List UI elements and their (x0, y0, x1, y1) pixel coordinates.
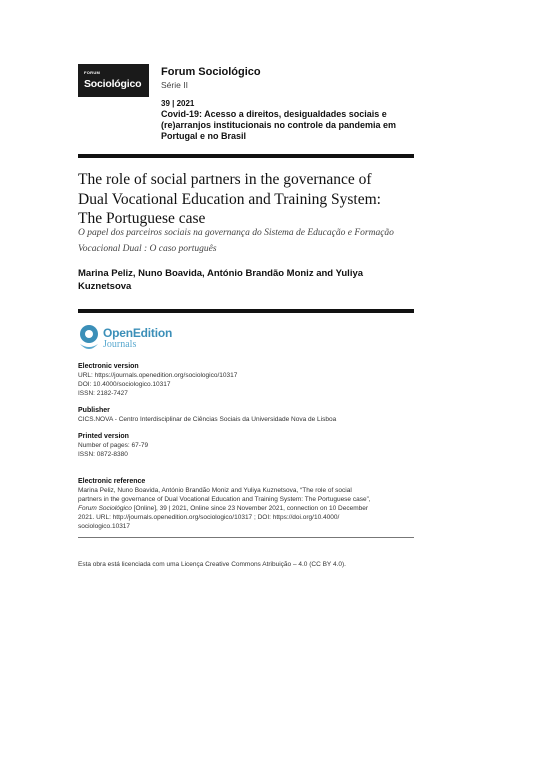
article-title-line: Dual Vocational Education and Training System: (78, 190, 381, 208)
publisher-name: CICS.NOVA - Centro Interdisciplinar de Ciências Sociais da Universidade Nova de Lisboa (78, 416, 337, 423)
issue-number: 39 | 2021 (161, 99, 195, 108)
issue-title: Covid-19: Acesso a direitos, desigualdades sociais e (re)arranjos institucionais no controle da pandemia em Portugal e no Brasil (161, 109, 397, 141)
divider-top (78, 154, 414, 158)
reference-journal-name: Forum Sociológico (78, 505, 132, 512)
article-title-line: The role of social partners in the governance of (78, 171, 372, 188)
section-heading: Publisher (78, 407, 110, 414)
license-text[interactable]: Esta obra está licenciada com uma Licença Creative Commons Atribuição – 4.0 (CC BY 4.0). (78, 561, 346, 568)
reference-line-rest: [Online], 39 | 2021, Online since 23 November 2021, connection on 10 December (131, 505, 369, 512)
journal-logo (78, 64, 149, 97)
section-heading: Printed version (78, 433, 129, 440)
article-subtitle-line: O papel dos parceiros sociais na governança do Sistema de Educação e Formação (78, 228, 394, 238)
printed-version-section (78, 432, 418, 459)
printed-issn: ISSN: 0872-8380 (78, 451, 128, 458)
publisher-section (78, 406, 418, 424)
electronic-reference-section (78, 477, 418, 531)
openedition-icon (78, 324, 100, 354)
electronic-doi[interactable]: DOI: 10.4000/sociologico.10317 (78, 381, 171, 388)
reference-line: sociologico.10317 (78, 523, 131, 530)
divider-middle (78, 309, 414, 313)
openedition-logo[interactable] (78, 324, 188, 354)
journal-logo-text: Sociológico (84, 78, 142, 90)
journal-title: Forum Sociológico (161, 66, 261, 78)
authors (78, 268, 408, 293)
reference-line: Marina Peliz, Nuno Boavida, António Brandão Moniz and Yuliya Kuznetsova, “The role of social (78, 487, 352, 494)
divider-bottom (78, 537, 414, 538)
journal-series: Série II (161, 80, 188, 90)
journal-logo-small-text: FORUM (84, 70, 101, 75)
electronic-url[interactable]: URL: https://journals.openedition.org/sociologico/10317 (78, 372, 238, 379)
reference-line: partners in the governance of Dual Vocational Education and Training System: The Portuguese case”, (78, 496, 371, 503)
reference-line (78, 504, 418, 513)
article-subtitle (78, 226, 418, 257)
article-title-line: The Portuguese case (78, 210, 206, 227)
article-title (78, 170, 418, 229)
article-subtitle-line: Vocacional Dual : O caso português (78, 243, 217, 254)
electronic-version-section (78, 362, 418, 398)
reference-line[interactable]: 2021. URL: http://journals.openedition.org/sociologico/10317 ; DOI: https://doi.org/10.4000/ (78, 514, 340, 521)
authors-line: Marina Peliz, Nuno Boavida, António Brandão Moniz and Yuliya (78, 268, 364, 279)
authors-line: Kuznetsova (78, 280, 132, 292)
printed-pages: Number of pages: 67-79 (78, 442, 149, 449)
openedition-sub: Journals (103, 339, 137, 350)
section-heading: Electronic version (78, 363, 139, 370)
openedition-name: OpenEdition (103, 326, 173, 340)
electronic-issn: ISSN: 2182-7427 (78, 390, 128, 397)
section-heading: Electronic reference (78, 478, 146, 485)
